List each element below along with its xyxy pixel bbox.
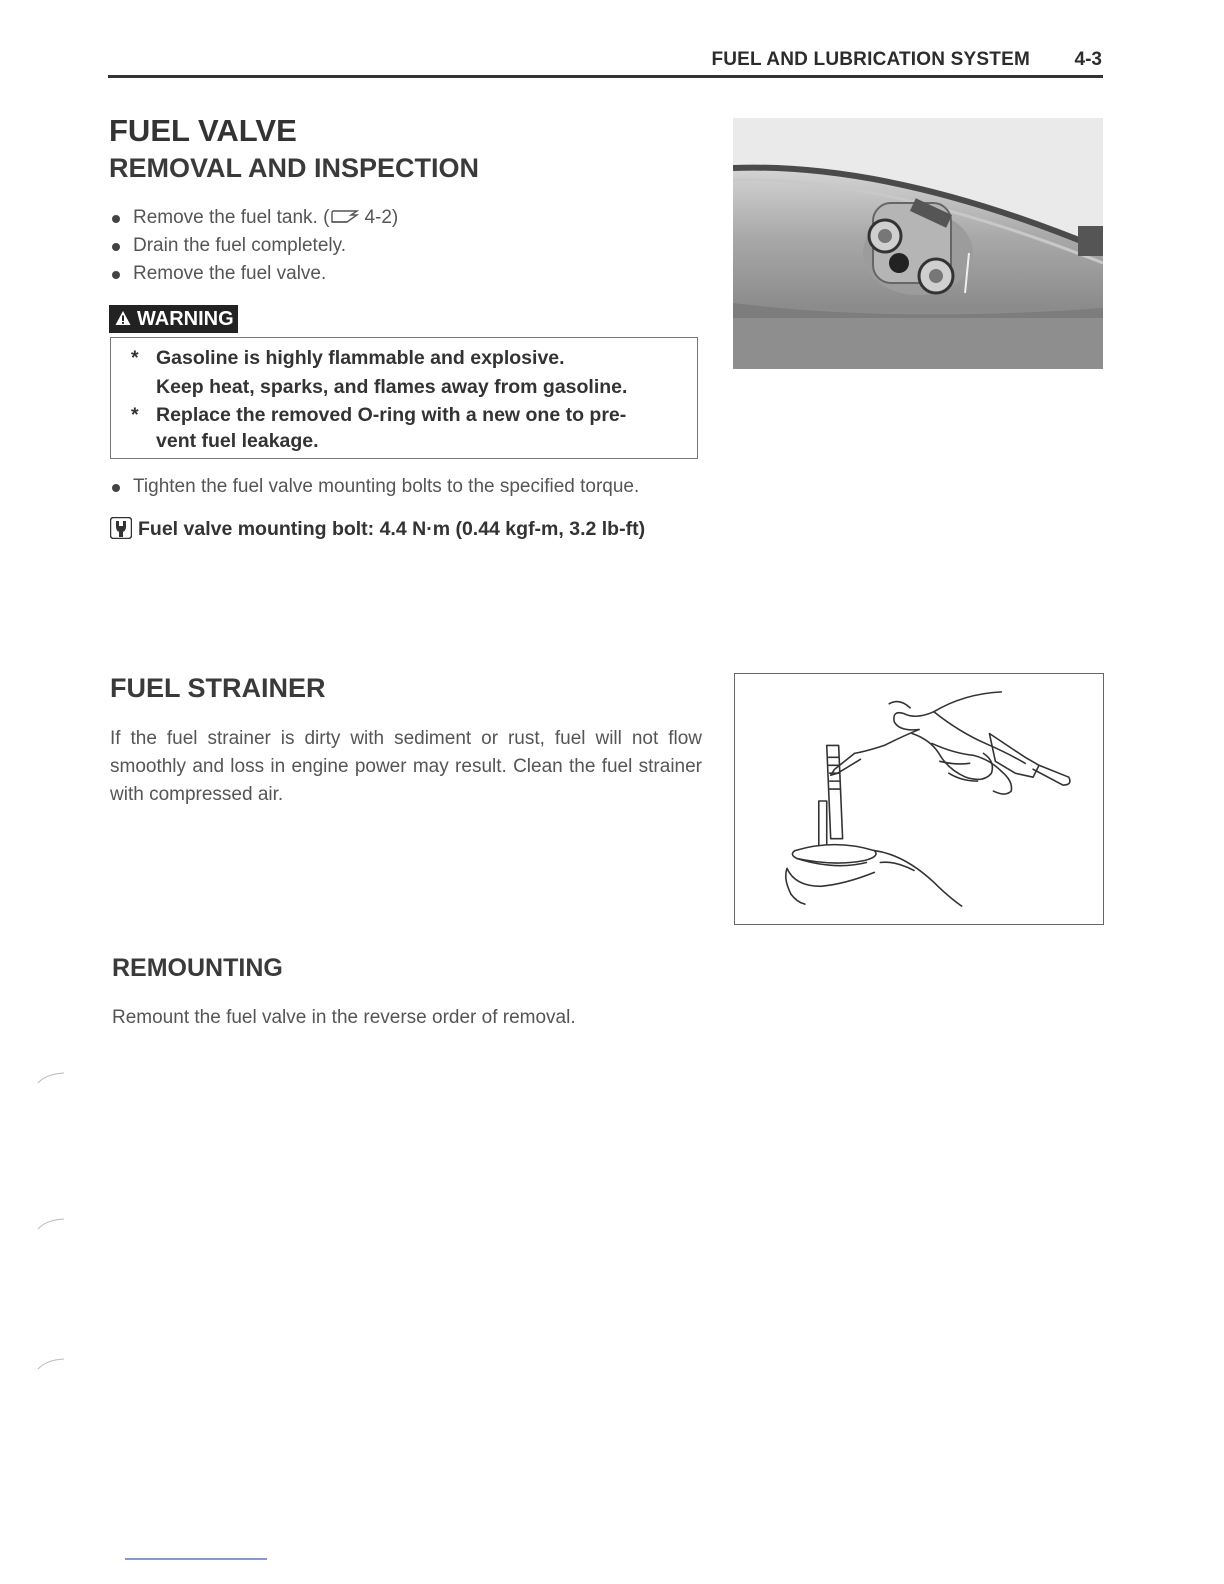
list-item: Drain the fuel completely. (110, 232, 398, 260)
footer-line (125, 1558, 267, 1560)
warning-box (110, 337, 698, 459)
warning-item (131, 344, 627, 402)
section-title-fuel-strainer: FUEL STRAINER (110, 673, 326, 703)
list-item (110, 204, 398, 232)
torque-spec-text: Fuel valve mounting bolt: 4.4 N·m (0.44 kgf-m, 3.2 lb-ft) (138, 518, 646, 540)
section-title-fuel-valve: FUEL VALVE (109, 113, 297, 148)
torque-wrench-icon (110, 517, 132, 539)
step-text: ) (391, 207, 399, 228)
fuel-valve-photo (733, 118, 1103, 369)
warning-triangle-icon (115, 310, 131, 326)
warning-asterisk: * (131, 347, 139, 369)
header-divider (108, 75, 1103, 78)
strainer-cleaning-illustration (734, 673, 1104, 925)
scan-margin-mark (36, 1072, 66, 1084)
list-item: Tighten the fuel valve mounting bolts to the specified torque. (110, 473, 639, 501)
page-number: 4-3 (1074, 49, 1102, 70)
torque-specification (110, 517, 645, 541)
scan-margin-mark (36, 1358, 66, 1370)
warning-item (131, 401, 626, 456)
section-title-remounting: REMOUNTING (112, 954, 283, 982)
warning-label (109, 305, 238, 333)
step-text: Remove the fuel tank. ( (133, 207, 330, 228)
scan-margin-mark (36, 1218, 66, 1230)
page-reference-link[interactable]: 4-2 (364, 207, 392, 228)
warning-text: Gasoline is highly flammable and explosive. (156, 347, 565, 369)
warning-asterisk: * (131, 404, 139, 426)
list-item: Remove the fuel valve. (110, 260, 398, 288)
warning-text: vent fuel leakage. (156, 430, 319, 452)
running-header-title: FUEL AND LUBRICATION SYSTEM (711, 49, 1030, 70)
tighten-steps-list (110, 473, 639, 501)
reference-pointer-icon (330, 209, 360, 225)
remounting-paragraph: Remount the fuel valve in the reverse order of removal. (112, 1007, 576, 1028)
warning-text: Keep heat, sparks, and flames away from gasoline. (156, 376, 628, 398)
fuel-strainer-paragraph: If the fuel strainer is dirty with sediment or rust, fuel will not flow smoothly and loss in engine power may result. Clean the fuel strainer with compressed air. (110, 728, 702, 805)
removal-steps-list (110, 204, 398, 288)
warning-label-text: WARNING (137, 308, 234, 330)
warning-text: Replace the removed O-ring with a new one to pre- (156, 404, 627, 426)
subsection-title-removal-inspection: REMOVAL AND INSPECTION (109, 153, 480, 183)
